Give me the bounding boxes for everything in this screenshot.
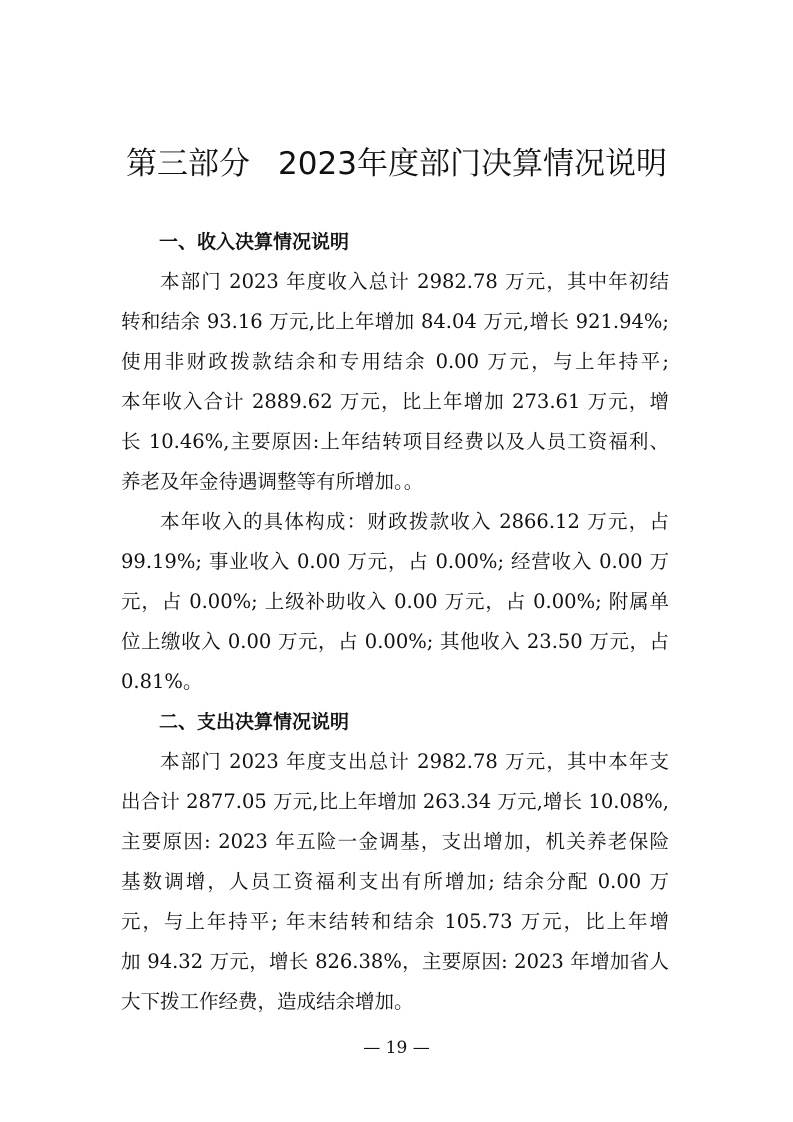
text-line: 使用非财政拨款结余和专用结余 0.00 万元，与上年持平; [121, 350, 669, 373]
text-line: 元，占 0.00%; 上级补助收入 0.00 万元，占 0.00%; 附属单 [121, 590, 669, 613]
text-line: 基数调增，人员工资福利支出有所增加; 结余分配 0.00 万 [121, 870, 669, 893]
text-line: 元，与上年持平; 年末结转和结余 105.73 万元，比上年增 [121, 910, 669, 933]
income-composition-paragraph [121, 502, 669, 702]
text-line: 出合计 2877.05 万元,比上年增加 263.34 万元,增长 10.08%, [121, 790, 669, 813]
text-line: 加 94.32 万元，增长 826.38%，主要原因: 2023 年增加省人 [121, 950, 669, 973]
document-body [121, 222, 669, 1022]
text-line: 大下拨工作经费，造成结余增加。 [121, 990, 414, 1013]
section-expenditure [121, 702, 669, 1022]
text-line: 长 10.46%,主要原因:上年结转项目经费以及人员工资福利、 [121, 430, 669, 453]
section-heading-income: 一、收入决算情况说明 [159, 231, 350, 253]
income-total-paragraph [121, 262, 669, 502]
expenditure-total-paragraph [121, 742, 669, 1022]
text-line: 99.19%; 事业收入 0.00 万元，占 0.00%; 经营收入 0.00 万 [121, 550, 669, 573]
page-number: — 19 — [363, 1038, 430, 1058]
title-text: 2023年度部门决算情况说明 [278, 146, 667, 182]
text-line: 主要原因: 2023 年五险一金调基，支出增加，机关养老保险 [121, 830, 669, 853]
section-income [121, 222, 669, 702]
text-line: 养老及年金待遇调整等有所增加。。 [121, 470, 424, 493]
text-line: 转和结余 93.16 万元,比上年增加 84.04 万元,增长 921.94%; [121, 310, 669, 333]
text-line: 本年收入的具体构成：财政拨款收入 2866.12 万元，占 [160, 510, 669, 533]
title-part: 第三部分 [126, 146, 251, 182]
text-line: 本部门 2023 年度收入总计 2982.78 万元，其中年初结 [160, 270, 669, 293]
text-line: 本部门 2023 年度支出总计 2982.78 万元，其中本年支 [160, 750, 669, 773]
text-line: 本年收入合计 2889.62 万元，比上年增加 273.61 万元，增 [121, 390, 669, 413]
page-title [0, 138, 793, 183]
text-line: 0.81%。 [121, 670, 203, 693]
text-line: 位上缴收入 0.00 万元，占 0.00%; 其他收入 23.50 万元，占 [121, 630, 669, 653]
section-heading-expenditure: 二、支出决算情况说明 [159, 711, 350, 733]
